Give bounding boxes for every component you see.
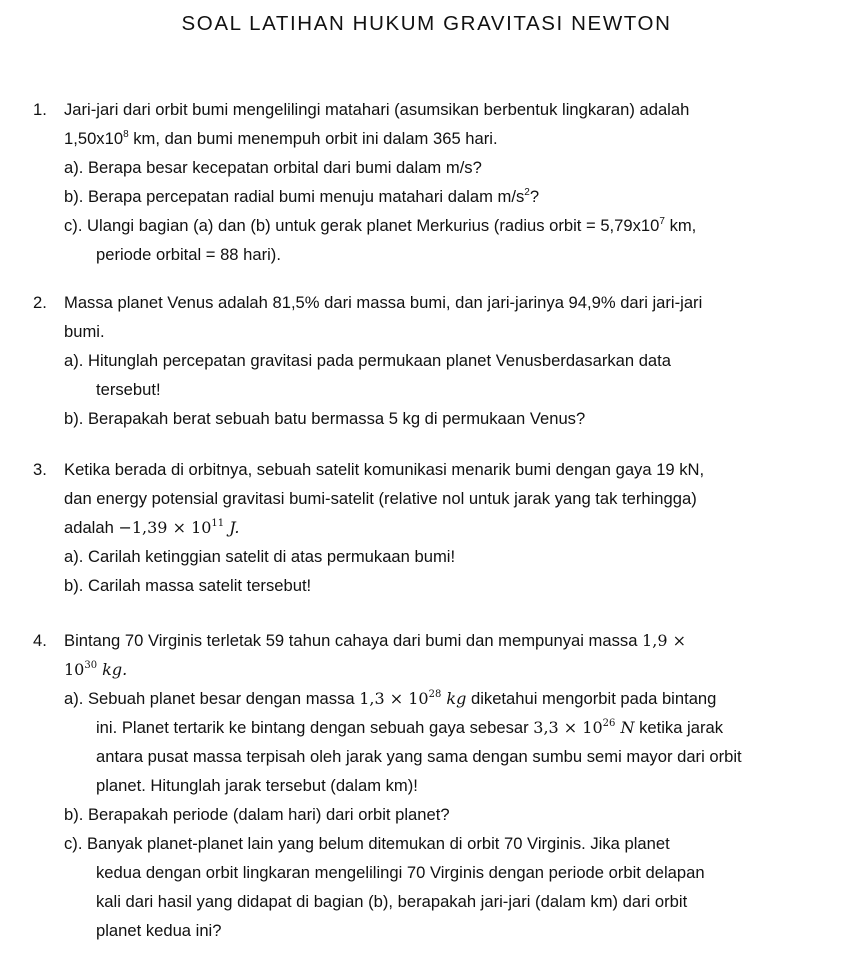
problem-4: [33, 626, 827, 945]
question-a-continued: planet. Hitunglah jarak tersebut (dalam km)!: [96, 776, 418, 795]
question-a: a). Carilah ketinggian satelit di atas permukaan bumi!: [64, 547, 456, 566]
question-a-continued: antara pusat massa terpisah oleh jarak yang sama dengan sumbu semi mayor dari orbit: [96, 747, 742, 766]
problem-text: bumi.: [64, 322, 105, 341]
problem-2: [33, 288, 827, 433]
problem-number: 1.: [33, 100, 47, 119]
question-a-continued: ini. Planet tertarik ke bintang dengan sebuah gaya sebesar $3,3 \times 10^{26}$ N ketika jarak: [96, 718, 724, 737]
problem-3: [33, 455, 827, 600]
question-c: c). Ulangi bagian (a) dan (b) untuk gerak planet Merkurius (radius orbit = $5,79x10^7$ km,: [64, 216, 697, 235]
problem-number: 4.: [33, 631, 47, 650]
question-a-continued: tersebut!: [96, 380, 161, 399]
question-a: a). Sebuah planet besar dengan massa $1,3 \times 10^{28}$ kg diketahui mengorbit pada bintang: [64, 689, 717, 708]
question-b: b). Berapakah berat sebuah batu bermassa 5 kg di permukaan Venus?: [64, 409, 586, 428]
question-c-continued: periode orbital = 88 hari).: [96, 245, 281, 264]
problem-text: adalah $-1,39 \times 10^{11}$ J.: [64, 518, 240, 537]
question-c: c). Banyak planet-planet lain yang belum ditemukan di orbit 70 Virginis. Jika planet: [64, 834, 670, 853]
question-c-continued: kedua dengan orbit lingkaran mengelilingi 70 Virginis dengan periode orbit delapan: [96, 863, 705, 882]
question-c-continued: planet kedua ini?: [96, 921, 222, 940]
problem-1: [33, 95, 827, 269]
question-b: b). Berapa percepatan radial bumi menuju matahari dalam $m/s^2$?: [64, 187, 540, 206]
problem-text: Massa planet Venus adalah 81,5% dari massa bumi, dan jari-jarinya 94,9% dari jari-jari: [64, 293, 703, 312]
problem-text: Jari-jari dari orbit bumi mengelilingi matahari (asumsikan berbentuk lingkaran) adalah: [64, 100, 690, 119]
question-b: b). Berapakah periode (dalam hari) dari orbit planet?: [64, 805, 450, 824]
question-a: a). Berapa besar kecepatan orbital dari bumi dalam m/s?: [64, 158, 482, 177]
problem-text: $1,50x10^8$ km, dan bumi menempuh orbit ini dalam 365 hari.: [64, 129, 498, 148]
problem-text: Bintang 70 Virginis terletak 59 tahun cahaya dari bumi dan mempunyai massa 1,9 ×: [64, 631, 686, 650]
question-b: b). Carilah massa satelit tersebut!: [64, 576, 312, 595]
page-title: SOAL LATIHAN HUKUM GRAVITASI NEWTON: [181, 12, 672, 35]
problem-text: $10^{30}$ kg.: [64, 660, 128, 679]
problem-text: Ketika berada di orbitnya, sebuah satelit komunikasi menarik bumi dengan gaya 19 kN,: [64, 460, 705, 479]
question-a: a). Hitunglah percepatan gravitasi pada permukaan planet Venusberdasarkan data: [64, 351, 672, 370]
question-c-continued: kali dari hasil yang didapat di bagian (b), berapakah jari-jari (dalam km) dari orbit: [96, 892, 688, 911]
problem-text: dan energy potensial gravitasi bumi-satelit (relative nol untuk jarak yang tak terhingga): [64, 489, 697, 508]
problem-number: 3.: [33, 460, 47, 479]
problem-number: 2.: [33, 293, 47, 312]
